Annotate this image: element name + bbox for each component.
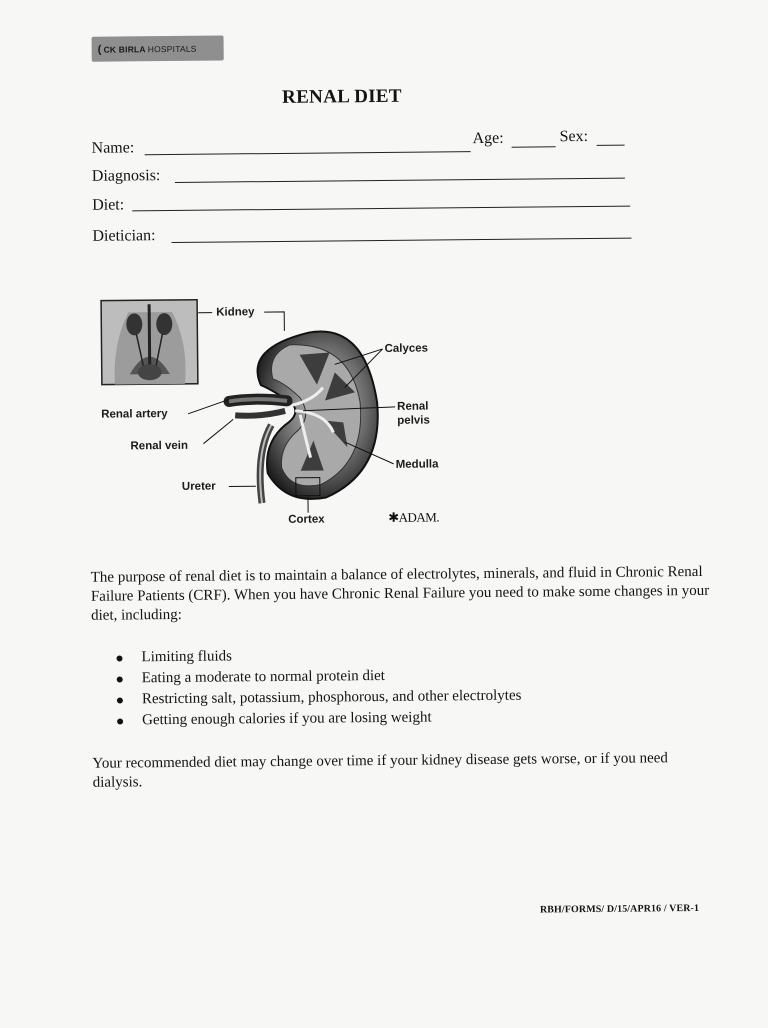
label-calyces: Calyces xyxy=(384,342,428,356)
diet-line xyxy=(132,206,630,212)
label-renal-artery: Renal artery xyxy=(101,407,168,422)
label-medulla: Medulla xyxy=(396,457,439,471)
age-label: Age: xyxy=(472,130,503,148)
sex-line xyxy=(597,145,625,146)
list-item: Restricting salt, potassium, phosphorous, and other electrolytes xyxy=(114,686,522,711)
list-item: Getting enough calories if you are losing weight xyxy=(114,707,522,732)
adam-credit: ✱ADAM. xyxy=(388,509,439,525)
adam-logo-icon: ✱ xyxy=(388,510,399,525)
logo-brand: CK BIRLA xyxy=(103,44,145,54)
diagnosis-line xyxy=(175,178,625,183)
diet-label: Diet: xyxy=(92,196,124,214)
name-line xyxy=(145,151,471,155)
intro-paragraph: The purpose of renal diet is to maintain a balance of electrolytes, minerals, and fluid in Chronic Renal Failure Patients (CRF). When you have Chronic Renal Failure you need to make some changes in your diet, including: xyxy=(91,563,712,626)
age-line xyxy=(512,146,556,147)
label-ureter: Ureter xyxy=(182,480,216,494)
diet-changes-list xyxy=(113,644,521,732)
list-item: Eating a moderate to normal protein diet xyxy=(114,665,522,690)
label-kidney: Kidney xyxy=(216,305,254,319)
body-inset-image xyxy=(101,300,198,385)
name-label: Name: xyxy=(92,139,135,157)
kidney-diagram xyxy=(94,291,476,535)
sex-label: Sex: xyxy=(559,128,588,146)
label-renal-vein: Renal vein xyxy=(130,439,188,454)
logo-sub: HOSPITALS xyxy=(148,43,197,53)
hospital-logo xyxy=(92,35,224,61)
page-title: RENAL DIET xyxy=(282,86,402,109)
dietician-line xyxy=(172,238,632,243)
label-renal-pelvis: Renal pelvis xyxy=(397,399,441,427)
logo-icon: ( xyxy=(98,43,102,55)
form-code: RBH/FORMS/ D/15/APR16 / VER-1 xyxy=(540,903,699,916)
label-cortex: Cortex xyxy=(288,513,325,527)
diagnosis-label: Diagnosis: xyxy=(92,167,161,186)
list-item: Limiting fluids xyxy=(113,644,521,669)
dietician-label: Dietician: xyxy=(92,227,155,246)
closing-paragraph: Your recommended diet may change over time if your kidney disease gets worse, or if you need dialysis. xyxy=(92,749,712,793)
